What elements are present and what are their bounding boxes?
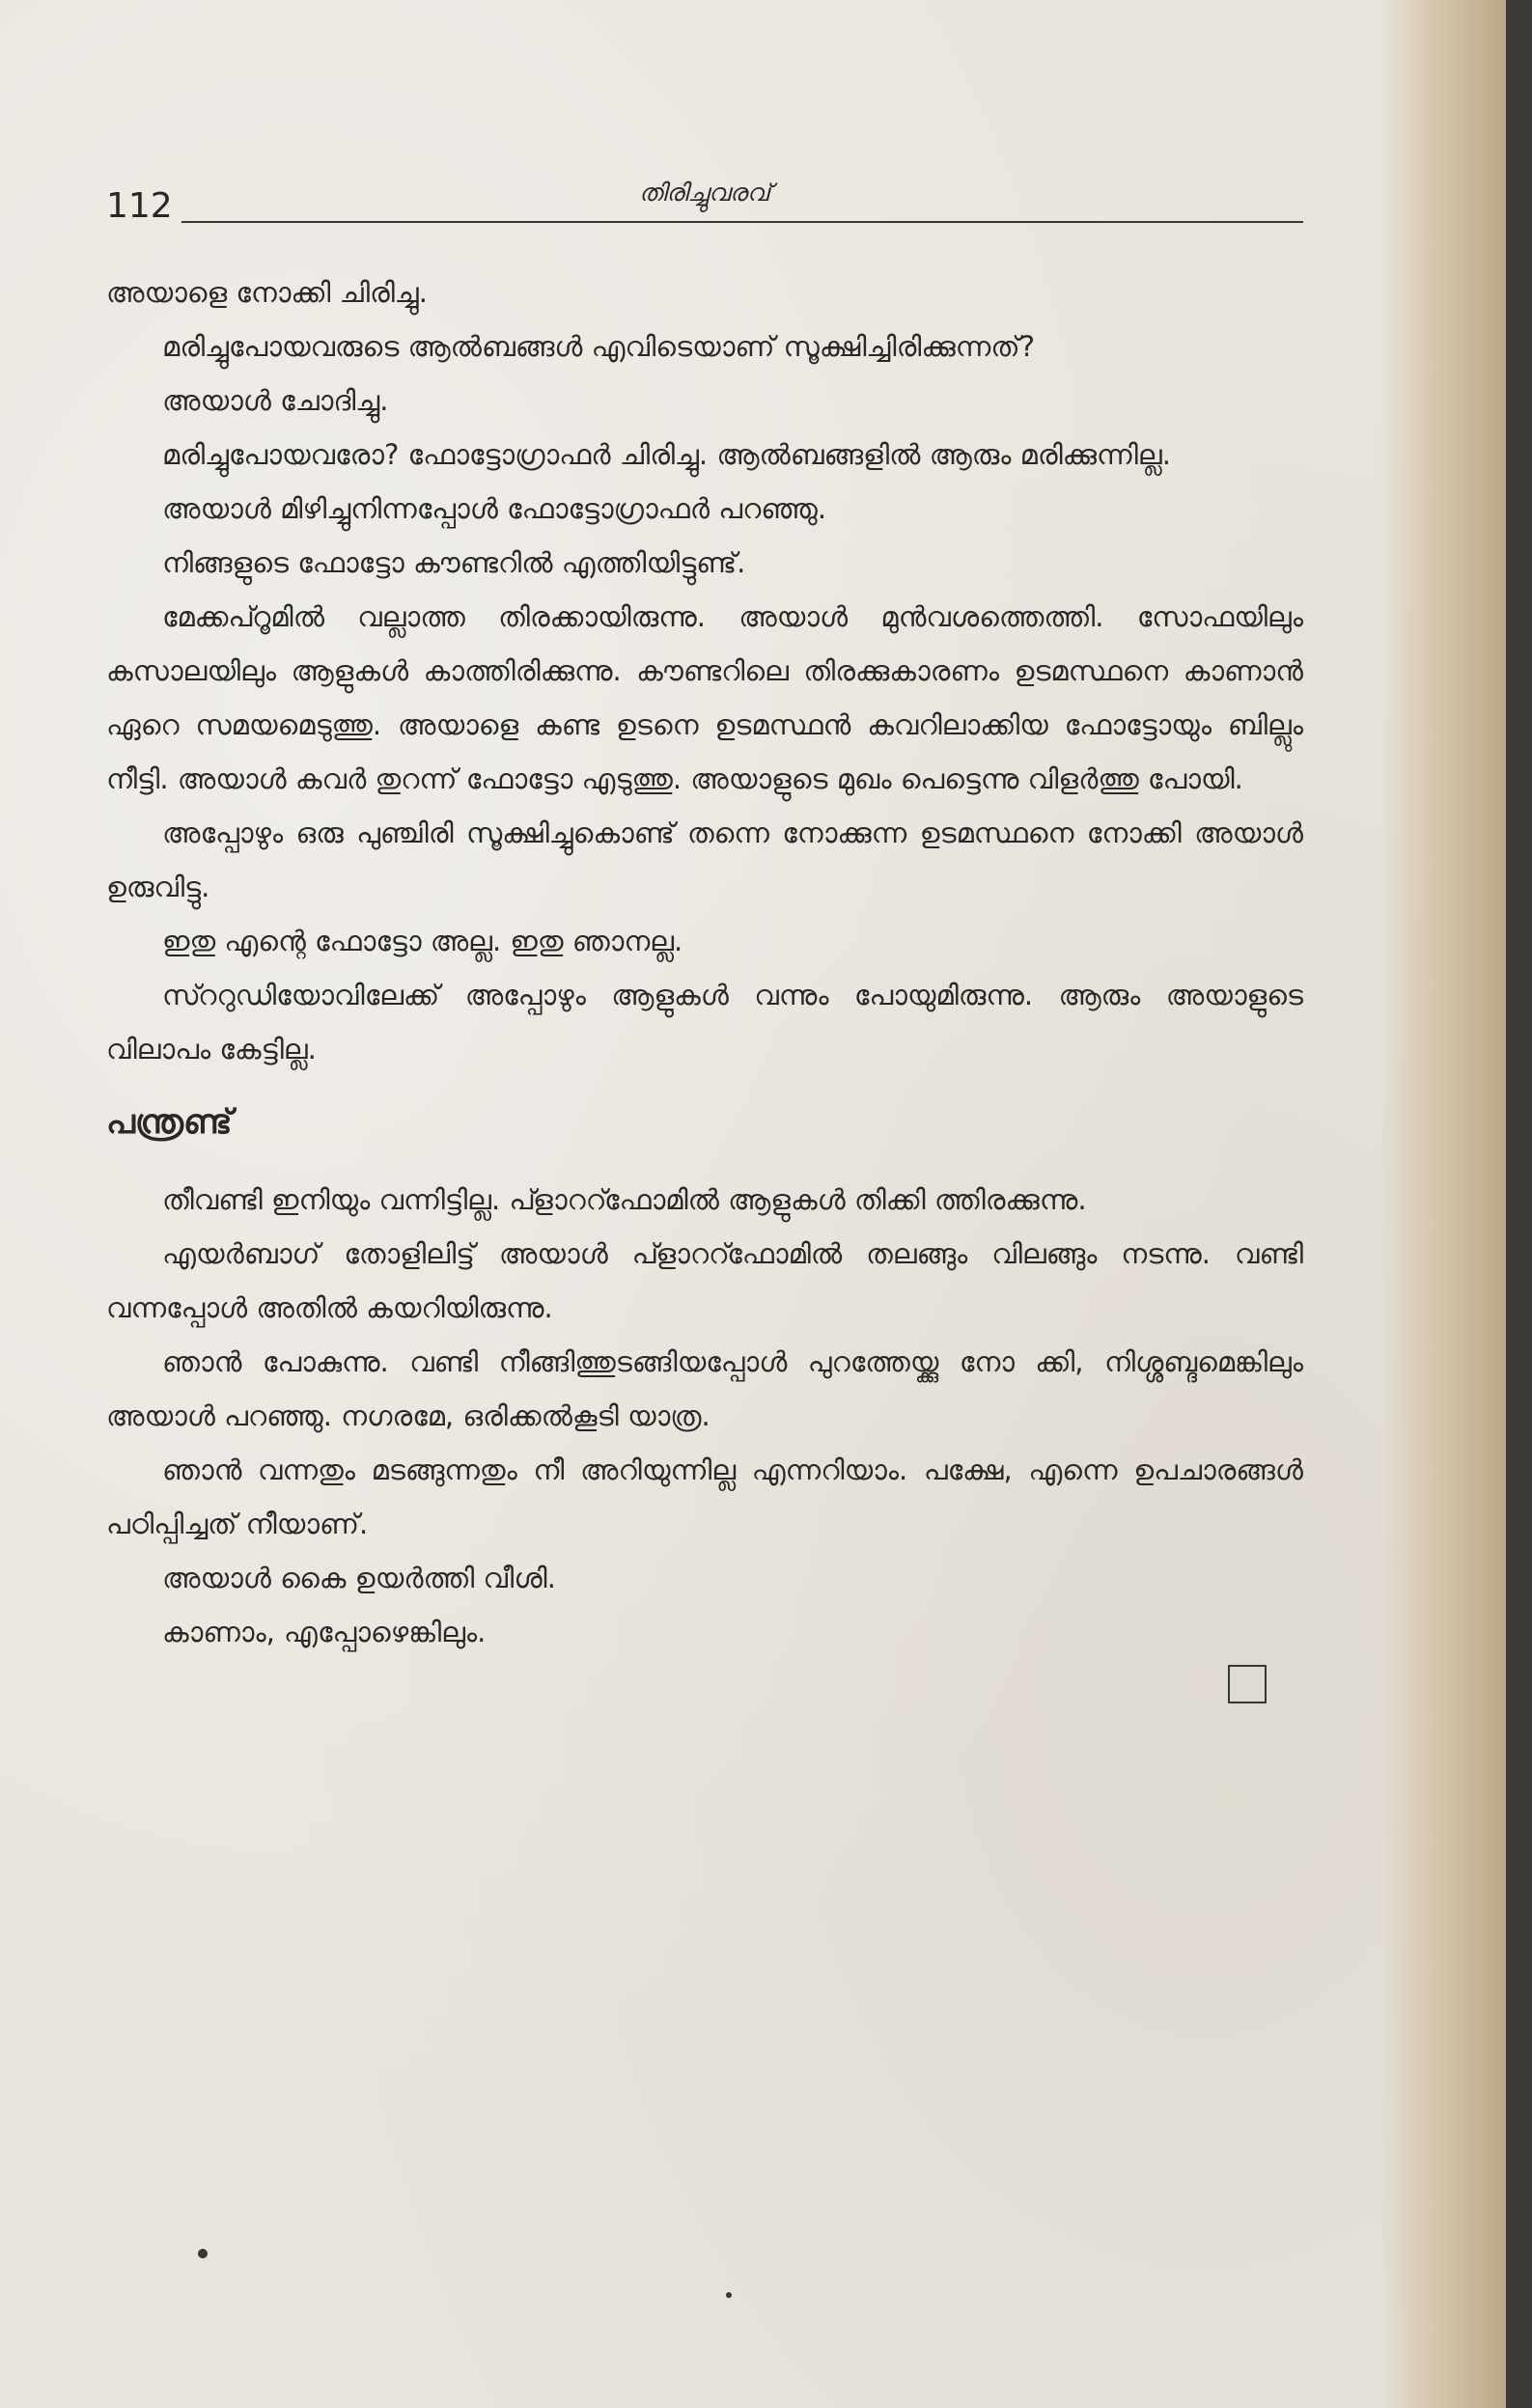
paragraph: എയർബാഗ് തോളിലിട്ട് അയാൾ പ്ളാററ്ഫോമിൽ തലങ്ങും വിലങ്ങും നടന്നു. വണ്ടി വന്നപ്പോൾ അതിൽ കയറിയിരുന്നു. xyxy=(106,1237,1303,1324)
chapter-heading: പന്ത്രണ്ട് xyxy=(106,1103,233,1142)
torn-page-edge xyxy=(1380,0,1506,2408)
paragraph: അയാളെ നോക്കി ചിരിച്ചു. xyxy=(106,276,428,309)
paragraph: മരിച്ചുപോയവരോ? ഫോട്ടോഗ്രാഫർ ചിരിച്ചു. ആൽബങ്ങളിൽ ആരും മരിക്കുന്നില്ല. xyxy=(162,438,1171,471)
paragraph: അയാൾ ചോദിച്ചു. xyxy=(162,384,389,417)
body-text xyxy=(106,265,1303,1703)
paragraph: തീവണ്ടി ഇനിയും വന്നിട്ടില്ല. പ്ളാററ്ഫോമിൽ ആളുകൾ തിക്കി ത്തിരക്കുന്നു. xyxy=(162,1183,1087,1216)
paragraph: കാണാം, എപ്പോഴെങ്കിലും. xyxy=(162,1616,487,1648)
paragraph: അയാൾ കൈ ഉയർത്തി വീശി. xyxy=(162,1562,556,1594)
ink-speck xyxy=(198,2249,208,2258)
paragraph: ഇതു എന്റെ ഫോട്ടോ അല്ല. ഇതു ഞാനല്ല. xyxy=(162,925,683,957)
paragraph: സ്ററുഡിയോവിലേക്ക് അപ്പോഴും ആളുകൾ വന്നും പോയുമിരുന്നു. ആരും അയാളുടെ വിലാപം കേട്ടില്ല. xyxy=(106,979,1303,1066)
ink-speck xyxy=(726,2292,732,2298)
end-of-chapter-box-icon xyxy=(1228,1665,1267,1703)
paragraph: അയാൾ മിഴിച്ചുനിന്നപ്പോൾ ഫോട്ടോഗ്രാഫർ പറഞ്ഞു. xyxy=(162,492,827,525)
page-number: 112 xyxy=(106,186,173,226)
paragraph: അപ്പോഴും ഒരു പുഞ്ചിരി സൂക്ഷിച്ചുകൊണ്ട് തന്നെ നോക്കുന്ന ഉടമസ്ഥനെ നോക്കി അയാൾ ഉരുവിട്ടു. xyxy=(106,817,1303,903)
paragraph: മരിച്ചുപോയവരുടെ ആൽബങ്ങൾ എവിടെയാണ് സൂക്ഷിച്ചിരിക്കുന്നത്? xyxy=(162,330,1036,363)
page-header xyxy=(106,179,1303,236)
header-rule xyxy=(181,221,1303,223)
paragraph: മേക്കപ്റൂമിൽ വല്ലാത്ത തിരക്കായിരുന്നു. അയാൾ മുൻവശത്തെത്തി. സോഫയിലും കസാലയിലും ആളുകൾ കാത്തിരിക്കുന്നു. കൗണ്ടറിലെ തിരക്കുകാരണം ഉടമസ്ഥനെ കാണാൻ ഏറെ സമയമെടുത്തു. അയാളെ കണ്ട ഉടനെ ഉടമസ്ഥൻ കവറിലാക്കിയ ഫോട്ടോയും ബില്ലും നീട്ടി. അയാൾ കവർ തുറന്ന് ഫോട്ടോ എടുത്തു. അയാളുടെ മുഖം പെട്ടെന്നു വിളർത്തു പോയി. xyxy=(106,600,1303,795)
running-title: തിരിച്ചുവരവ് xyxy=(638,179,771,207)
paragraph: നിങ്ങളുടെ ഫോട്ടോ കൗണ്ടറിൽ എത്തിയിട്ടുണ്ട്. xyxy=(162,546,746,579)
paragraph: ഞാൻ വന്നതും മടങ്ങുന്നതും നീ അറിയുന്നില്ല എന്നറിയാം. പക്ഷേ, എന്നെ ഉപചാരങ്ങൾ പഠിപ്പിച്ചത് നീയാണ്. xyxy=(106,1453,1303,1540)
paragraph: ഞാൻ പോകുന്നു. വണ്ടി നീങ്ങിത്തുടങ്ങിയപ്പോൾ പുറത്തേയ്ക്കു നോ ക്കി, നിശ്ശബ്ദമെങ്കിലും അയാൾ പറഞ്ഞു. നഗരമേ, ഒരിക്കൽകൂടി യാത്ര. xyxy=(106,1345,1303,1432)
